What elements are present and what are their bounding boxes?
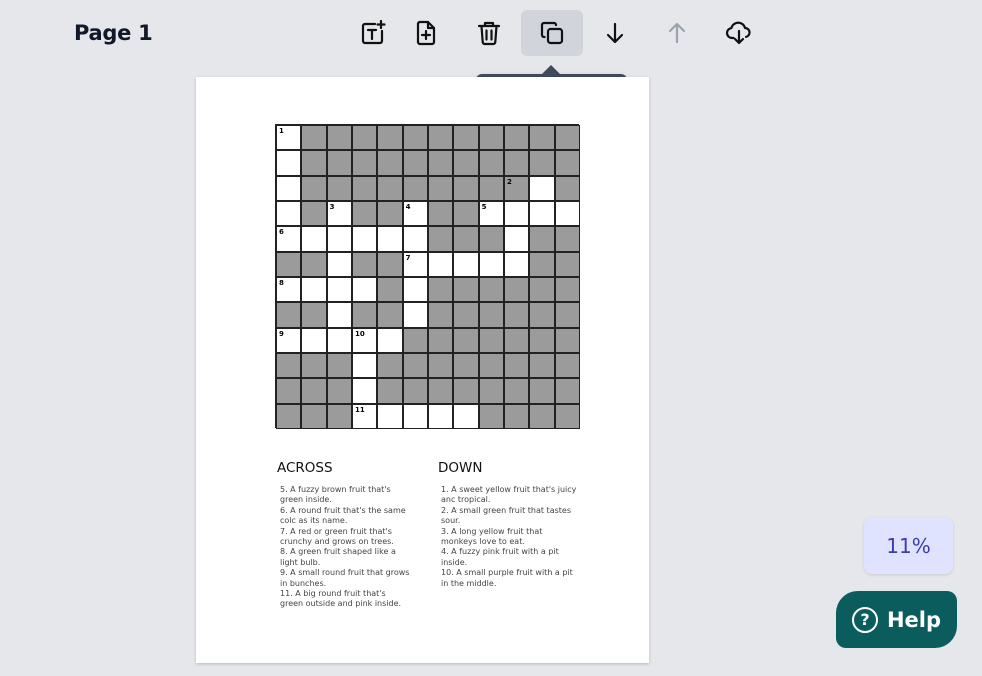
crossword-cell (504, 252, 529, 277)
crossword-block (555, 328, 580, 353)
crossword-cell (352, 226, 377, 251)
crossword-block (377, 176, 402, 201)
crossword-block (453, 201, 478, 226)
crossword-block (428, 150, 453, 175)
crossword-block (479, 176, 504, 201)
crossword-cell (377, 404, 402, 429)
crossword-cell (327, 302, 352, 327)
crossword-cell (352, 328, 377, 353)
crossword-cell (479, 201, 504, 226)
crossword-block (453, 150, 478, 175)
down-heading: DOWN (438, 460, 483, 476)
crossword-block (555, 302, 580, 327)
crossword-block (529, 302, 554, 327)
cloud-download-icon (725, 19, 753, 47)
crossword-cell (403, 226, 428, 251)
crossword-cell (428, 252, 453, 277)
download-button[interactable] (708, 10, 770, 56)
crossword-block (301, 150, 326, 175)
crossword-block (301, 353, 326, 378)
crossword-block (504, 378, 529, 403)
clue-number: 3 (329, 202, 335, 211)
crossword-block (428, 353, 453, 378)
crossword-block (504, 328, 529, 353)
page-toolbar (0, 0, 982, 66)
question-circle-icon: ? (852, 607, 878, 633)
crossword-block (504, 176, 529, 201)
crossword-block (276, 252, 301, 277)
crossword-block (428, 125, 453, 150)
crossword-block (555, 226, 580, 251)
crossword-cell (327, 252, 352, 277)
crossword-block (327, 378, 352, 403)
crossword-block (529, 277, 554, 302)
crossword-block (276, 353, 301, 378)
down-clues (438, 460, 577, 589)
crossword-block (377, 277, 402, 302)
crossword-block (529, 252, 554, 277)
crossword-block (276, 378, 301, 403)
crossword-block (403, 176, 428, 201)
crossword-cell (428, 404, 453, 429)
crossword-block (301, 252, 326, 277)
crossword-block (377, 302, 402, 327)
crossword-block (428, 277, 453, 302)
crossword-block (479, 125, 504, 150)
add-page-button[interactable] (395, 10, 457, 56)
move-up-button[interactable] (646, 10, 708, 56)
crossword-cell (327, 277, 352, 302)
crossword-block (377, 378, 402, 403)
crossword-block (479, 353, 504, 378)
clue-item: 7. A red or green fruit that's crunchy and grows on trees. (280, 526, 394, 547)
crossword-block (504, 353, 529, 378)
crossword-block (327, 353, 352, 378)
crossword-block (301, 404, 326, 429)
crossword-cell (377, 226, 402, 251)
crossword-cell (301, 277, 326, 302)
crossword-grid (275, 124, 579, 428)
crossword-block (327, 125, 352, 150)
crossword-block (327, 176, 352, 201)
crossword-cell (529, 201, 554, 226)
crossword-block (529, 328, 554, 353)
crossword-block (555, 404, 580, 429)
crossword-cell (276, 328, 301, 353)
crossword-cell (301, 328, 326, 353)
crossword-block (403, 125, 428, 150)
arrow-up-icon (663, 19, 691, 47)
crossword-cell (327, 328, 352, 353)
file-plus-icon (412, 19, 440, 47)
crossword-block (555, 277, 580, 302)
crossword-block (453, 226, 478, 251)
delete-page-button[interactable] (458, 10, 520, 56)
clue-item: 3. A long yellow fruit that monkeys love to eat. (441, 526, 543, 547)
crossword-block (403, 378, 428, 403)
crossword-block (352, 125, 377, 150)
crossword-block (301, 201, 326, 226)
crossword-block (352, 252, 377, 277)
clue-item: 2. A small green fruit that tastes sour. (441, 505, 571, 526)
crossword-block (479, 404, 504, 429)
crossword-cell (555, 201, 580, 226)
crossword-block (428, 302, 453, 327)
crossword-block (403, 328, 428, 353)
crossword-cell (276, 176, 301, 201)
clue-number: 11 (354, 405, 365, 414)
crossword-block (504, 125, 529, 150)
clue-item: 11. A big round fruit that's green outside and pink inside. (280, 589, 402, 609)
clue-number: 7 (405, 253, 411, 262)
crossword-cell (403, 404, 428, 429)
across-clues (277, 460, 413, 610)
crossword-block (479, 302, 504, 327)
crossword-block (453, 176, 478, 201)
crossword-block (529, 150, 554, 175)
crossword-block (479, 328, 504, 353)
copy-icon (538, 19, 566, 47)
clue-number: 5 (481, 202, 487, 211)
clue-number: 1 (279, 127, 284, 135)
crossword-block (479, 378, 504, 403)
crossword-block (377, 252, 402, 277)
clue-item: 1. A sweet yellow fruit that's juicy anc tropical. (441, 485, 577, 505)
crossword-block (453, 353, 478, 378)
clue-number: 6 (279, 228, 284, 237)
crossword-block (403, 353, 428, 378)
crossword-cell (453, 404, 478, 429)
crossword-block (529, 125, 554, 150)
crossword-cell (403, 277, 428, 302)
crossword-block (352, 176, 377, 201)
crossword-cell (504, 201, 529, 226)
arrow-down-icon (601, 19, 629, 47)
crossword-cell (504, 226, 529, 251)
crossword-block (555, 252, 580, 277)
clue-item: 4. A fuzzy pink fruit with a pit inside. (441, 547, 559, 567)
crossword-cell (327, 226, 352, 251)
crossword-cell (276, 125, 301, 150)
crossword-block (301, 378, 326, 403)
crossword-block (377, 201, 402, 226)
crossword-block (276, 404, 301, 429)
help-button[interactable] (836, 591, 957, 648)
crossword-cell (529, 176, 554, 201)
clue-item: 5. A fuzzy brown fruit that's green inside. (280, 485, 391, 505)
across-heading: ACROSS (277, 460, 333, 476)
crossword-block (377, 353, 402, 378)
across-clue-list (277, 485, 410, 610)
crossword-cell (403, 302, 428, 327)
crossword-block (529, 378, 554, 403)
crossword-block (352, 150, 377, 175)
clue-number: 9 (279, 329, 284, 338)
crossword-block (504, 150, 529, 175)
crossword-block (301, 302, 326, 327)
crossword-block (504, 404, 529, 429)
crossword-block (403, 150, 428, 175)
crossword-block (529, 404, 554, 429)
crossword-block (555, 150, 580, 175)
crossword-block (529, 226, 554, 251)
crossword-block (327, 150, 352, 175)
crossword-block (428, 378, 453, 403)
clue-number: 4 (405, 202, 411, 211)
crossword-block (555, 353, 580, 378)
crossword-cell (352, 404, 377, 429)
crossword-block (555, 378, 580, 403)
trash-icon (475, 19, 503, 47)
clue-item: 9. A small round fruit that grows in bunches. (280, 568, 410, 588)
crossword-block (428, 201, 453, 226)
crossword-block (453, 277, 478, 302)
crossword-block (453, 378, 478, 403)
zoom-indicator[interactable]: 11% (864, 517, 953, 574)
crossword-block (504, 277, 529, 302)
crossword-block (301, 125, 326, 150)
crossword-cell (403, 252, 428, 277)
crossword-cell (276, 150, 301, 175)
crossword-block (377, 150, 402, 175)
crossword-cell (276, 201, 301, 226)
crossword-block (352, 201, 377, 226)
crossword-block (479, 150, 504, 175)
page-canvas[interactable] (196, 77, 649, 663)
crossword-cell (352, 277, 377, 302)
crossword-block (352, 302, 377, 327)
crossword-cell (403, 201, 428, 226)
crossword-cell (301, 226, 326, 251)
crossword-block (428, 328, 453, 353)
crossword-block (555, 176, 580, 201)
crossword-block (276, 302, 301, 327)
clue-number: 2 (506, 177, 512, 186)
crossword-cell (327, 201, 352, 226)
clue-number: 10 (354, 329, 365, 338)
down-clue-list (438, 485, 578, 589)
crossword-block (504, 302, 529, 327)
text-box-plus-icon (359, 19, 387, 47)
crossword-cell (352, 353, 377, 378)
clue-item: 10. A small purple fruit with a pit in the middle. (441, 568, 573, 588)
clue-item: 8. A green fruit shaped like a light bulb. (280, 547, 396, 567)
crossword-cell (377, 328, 402, 353)
crossword-block (453, 302, 478, 327)
crossword-block (529, 353, 554, 378)
crossword-cell (352, 378, 377, 403)
crossword-block (555, 125, 580, 150)
crossword-block (377, 125, 402, 150)
crossword-cell (276, 277, 301, 302)
crossword-block (479, 277, 504, 302)
crossword-block (301, 176, 326, 201)
clue-number: 8 (279, 278, 284, 287)
page-title: Page 1 (74, 21, 153, 45)
help-label: Help (886, 607, 942, 632)
crossword-cell (479, 252, 504, 277)
crossword-block (453, 125, 478, 150)
crossword-block (479, 226, 504, 251)
crossword-block (428, 226, 453, 251)
crossword-block (453, 328, 478, 353)
crossword-cell (453, 252, 478, 277)
crossword-cell (276, 226, 301, 251)
crossword-block (327, 404, 352, 429)
move-down-button[interactable] (584, 10, 646, 56)
crossword-block (428, 176, 453, 201)
clue-item: 6. A round fruit that's the same colc as its name. (280, 505, 406, 526)
clone-page-button[interactable] (521, 10, 583, 56)
